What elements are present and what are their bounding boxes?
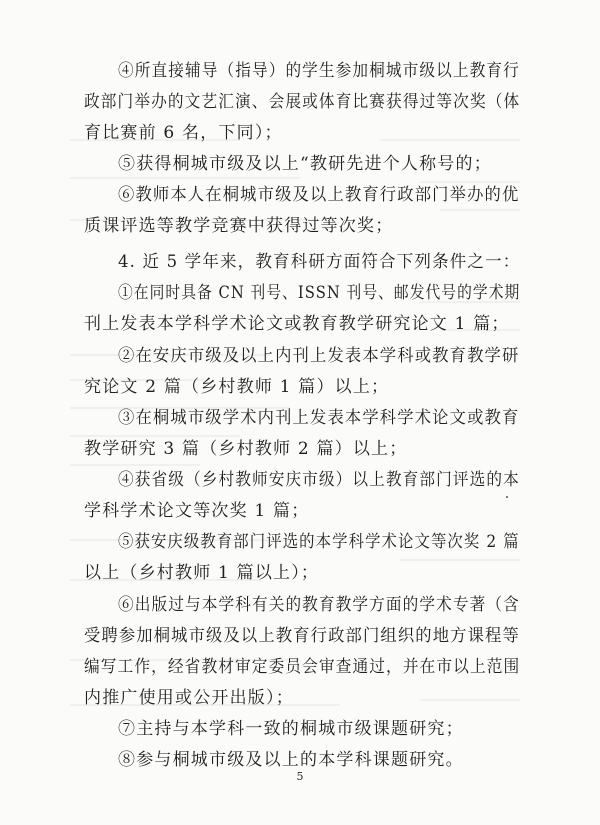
text-line-7: 4. 近 5 学年来，教育科研方面符合下列条件之一： — [118, 252, 521, 272]
text-line-11: 究论文 2 篇（乡村教师 1 篇）以上； — [84, 377, 390, 397]
text-line-2: 政部门举办的文艺汇演、会展或体育比赛获得过等次奖（体 — [84, 92, 521, 112]
text-line-9: 刊上发表本学科学术论文或教育教学研究论文 1 篇； — [84, 314, 510, 334]
text-line-5: ⑥教师本人在桐城市级及以上教育行政部门举办的优 — [118, 185, 520, 205]
text-line-12: ③在桐城市级学术内刊上发表本学科学术论文或教育 — [118, 408, 520, 428]
text-line-8: ①在同时具备 CN 刊号、ISSN 刊号、邮发代号的学术期 — [118, 283, 521, 303]
text-line-6: 质课评选等教学竞赛中获得过等次奖； — [84, 216, 394, 236]
text-line-4: ⑤获得桐城市级及以上“教研先进个人称号的； — [118, 154, 492, 174]
text-line-20: 编写工作，经省教材审定委员会审查通过，并在市以上范围 — [84, 657, 521, 677]
page-number: 5 — [296, 770, 304, 783]
text-line-1: ④所直接辅导（指导）的学生参加桐城市级以上教育行 — [118, 61, 520, 81]
text-line-22: ⑦主持与本学科一致的桐城市级课题研究； — [118, 719, 464, 739]
text-line-21: 内推广使用或公开出版）； — [84, 688, 294, 708]
text-line-13: 教学研究 3 篇（乡村教师 2 篇）以上； — [84, 439, 408, 459]
text-line-23: ⑧参与桐城市级及以上的本学科课题研究。 — [118, 750, 464, 770]
scan-speck — [506, 496, 508, 498]
text-line-14: ④获省级（乡村教师安庆市级）以上教育部门评选的本 — [118, 470, 520, 490]
text-line-18: ⑥出版过与本学科有关的教育教学方面的学术专著（含 — [118, 595, 520, 615]
text-line-3: 育比赛前 6 名，下同）； — [84, 123, 283, 143]
text-line-17: 以上（乡村教师 1 篇以上）； — [84, 563, 320, 583]
text-line-15: 学科学术论文等次奖 1 篇； — [84, 501, 310, 521]
text-line-19: 受聘参加桐城市级及以上教育行政部门组织的地方课程等 — [84, 626, 520, 646]
text-line-16: ⑤获安庆级教育部门评选的本学科学术论文等次奖 2 篇 — [118, 532, 520, 552]
text-line-10: ②在安庆市级及以上内刊上发表本学科或教育教学研 — [118, 346, 520, 366]
